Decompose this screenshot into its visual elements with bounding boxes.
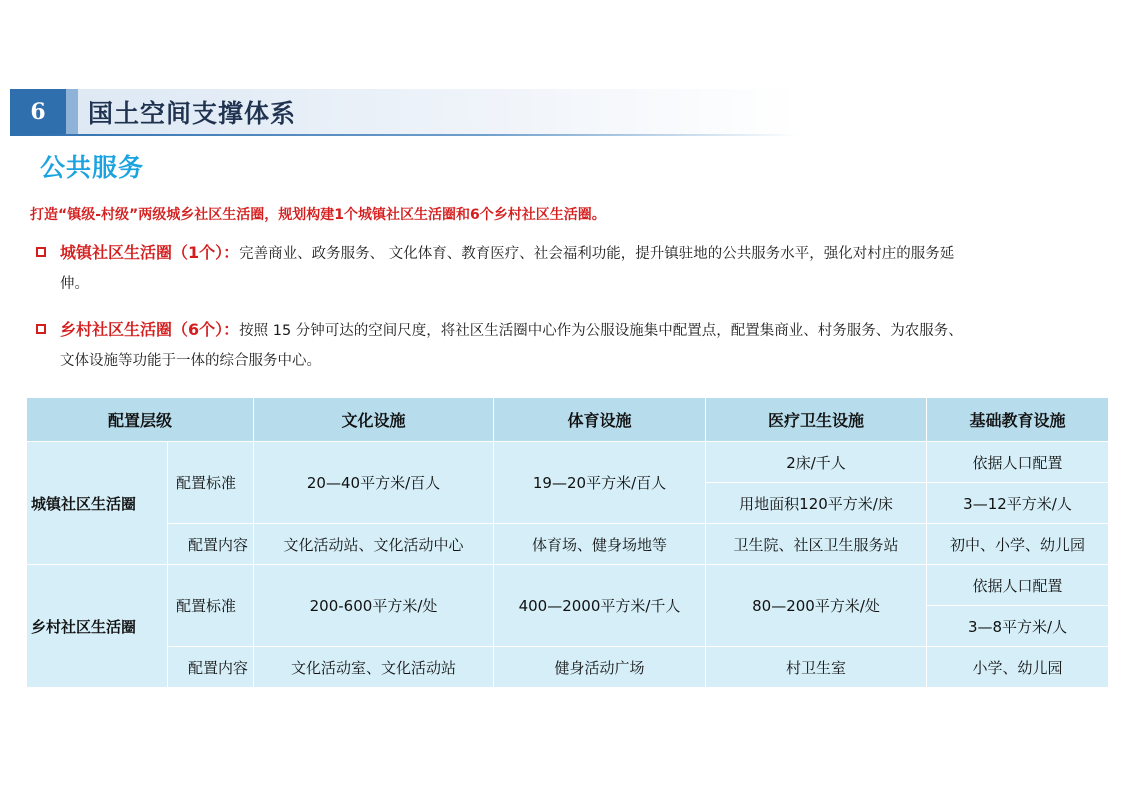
town-culture-content: 文化活动站、文化活动中心 <box>254 524 494 565</box>
town-education-standard-area: 3—12平方米/人 <box>927 483 1109 524</box>
town-medical-standard-beds: 2床/千人 <box>706 442 927 483</box>
village-content-label: 配置内容 <box>168 647 254 688</box>
town-level-cell: 城镇社区生活圈 <box>27 442 168 565</box>
section-title: 国土空间支撑体系 <box>88 99 297 128</box>
bullet-body-continuation: 文体设施等功能于一体的综合服务中心。 <box>60 353 321 369</box>
header-sports: 体育设施 <box>494 398 706 442</box>
header-level: 配置层级 <box>27 398 254 442</box>
bullet-heading: 城镇社区生活圈（1个）： <box>60 243 240 262</box>
village-medical-content: 村卫生室 <box>706 647 927 688</box>
bullet-body: 完善商业、政务服务、 文化体育、教育医疗、社会福利功能，提升镇驻地的公共服务水平，强化对村庄的服务延 <box>239 246 955 262</box>
town-content-label: 配置内容 <box>168 524 254 565</box>
town-medical-standard-area: 用地面积120平方米/床 <box>706 483 927 524</box>
town-education-content: 初中、小学、幼儿园 <box>927 524 1109 565</box>
town-medical-content: 卫生院、社区卫生服务站 <box>706 524 927 565</box>
header-education: 基础教育设施 <box>927 398 1109 442</box>
header-medical: 医疗卫生设施 <box>706 398 927 442</box>
village-culture-content: 文化活动室、文化活动站 <box>254 647 494 688</box>
village-culture-standard: 200-600平方米/处 <box>254 565 494 647</box>
intro-statement: 打造“镇级-村级”两级城乡社区生活圈，规划构建1个城镇社区生活圈和6个乡村社区生活圈。 <box>30 207 606 223</box>
header-divider <box>10 134 800 136</box>
village-level-cell: 乡村社区生活圈 <box>27 565 168 688</box>
section-number-accent <box>66 89 78 135</box>
page-subtitle: 公共服务 <box>40 153 145 182</box>
town-education-standard-basis: 依据人口配置 <box>927 442 1109 483</box>
village-sports-standard: 400—2000平方米/千人 <box>494 565 706 647</box>
bullet-body-continuation: 伸。 <box>60 276 89 292</box>
village-sports-content: 健身活动广场 <box>494 647 706 688</box>
town-sports-standard: 19—20平方米/百人 <box>494 442 706 524</box>
bullet-body: 按照 15 分钟可达的空间尺度，将社区生活圈中心作为公服设施集中配置点，配置集商业、村务服务、为农服务、 <box>239 323 963 339</box>
table-row <box>27 647 1109 688</box>
town-sports-content: 体育场、健身场地等 <box>494 524 706 565</box>
bullet-heading: 乡村社区生活圈（6个）： <box>60 320 240 339</box>
village-standard-label: 配置标准 <box>168 565 254 647</box>
table-row <box>27 524 1109 565</box>
village-medical-standard: 80—200平方米/处 <box>706 565 927 647</box>
table-row <box>27 442 1109 483</box>
bullet-town <box>36 238 1096 299</box>
table-row <box>27 565 1109 606</box>
bullet-village <box>36 315 1096 376</box>
section-number: 6 <box>10 89 66 135</box>
checkbox-square-icon <box>36 247 46 257</box>
header-culture: 文化设施 <box>254 398 494 442</box>
town-standard-label: 配置标准 <box>168 442 254 524</box>
table-header-row <box>27 398 1109 442</box>
checkbox-square-icon <box>36 324 46 334</box>
village-education-content: 小学、幼儿园 <box>927 647 1109 688</box>
village-education-standard-area: 3—8平方米/人 <box>927 606 1109 647</box>
village-education-standard-basis: 依据人口配置 <box>927 565 1109 606</box>
town-culture-standard: 20—40平方米/百人 <box>254 442 494 524</box>
facility-config-table <box>26 397 1109 688</box>
